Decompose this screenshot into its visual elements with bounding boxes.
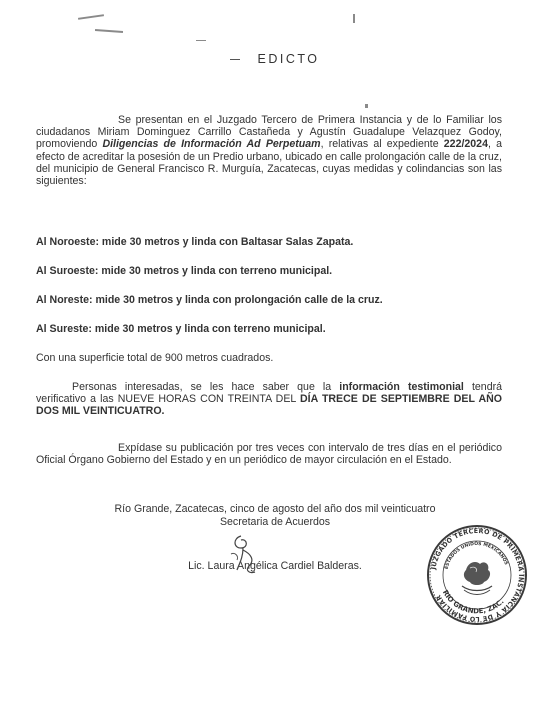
boundary-northeast: Al Noreste: mide 30 metros y linda con prolongación calle de la cruz. [36,294,383,306]
surface-statement: Con una superficie total de 900 metros cuadrados. [36,352,274,364]
boundary-southeast: Al Sureste: mide 30 metros y linda con terreno municipal. [36,323,326,335]
scan-mark [353,14,355,23]
signer-role: Secretaria de Acuerdos [219,516,331,528]
publication-paragraph: Expídase su publicación por tres veces con intervalo de tres días en el periódico Oficial Órgano Gobierno del Estado y en un periódico de mayor circulación en el Estado. [36,442,502,467]
scan-mark [196,40,206,41]
svg-text:JUZGADO TERCERO DE PRIMERA INS: JUZGADO TERCERO DE PRIMERA INSTANCIA Y DE LO FAMILIAR [429,526,526,624]
signer-name: Lic. Laura Angélica Cardiel Balderas. [188,560,362,572]
place-date: Río Grande, Zacatecas, cinco de agosto del año dos mil veinticuatro [114,503,436,515]
handwritten-signature [213,530,273,578]
boundary-northwest: Al Noroeste: mide 30 metros y linda con Baltasar Salas Zapata. [36,236,354,248]
hearing-paragraph: Personas interesadas, se les hace saber que la información testimonial tendrá verificativo a las NUEVE HORAS CON TREINTA DEL DÍA TRECE DE SEPTIEMBRE DEL AÑO DOS MIL VEINTICUATRO. [36,381,503,418]
scan-mark [95,29,123,33]
scan-mark [78,14,104,20]
svg-text:RIO GRANDE, ZAC.: RIO GRANDE, ZAC. [440,588,506,616]
scan-mark [365,104,368,108]
boundary-southwest: Al Suroeste: mide 30 metros y linda con terreno municipal. [36,265,333,277]
title-dash [230,59,240,60]
document-title: EDICTO [0,52,549,66]
court-seal [426,524,528,626]
svg-text:ESTADOS UNIDOS MEXICANOS: ESTADOS UNIDOS MEXICANOS [444,541,509,570]
intro-paragraph: Se presentan en el Juzgado Tercero de Primera Instancia y de lo Familiar los ciudadanos Miriam Dominguez Carrillo Castañeda y Agustín Guadalupe Velazquez Godoy, promoviendo Diligencias de Información Ad Perpetuam, relativas al expediente 222/2024, a efecto de acreditar la posesión de un Predio urbano, ubicado en calle prolongación calle de la cruz, del municipio de General Francisco R. Murguía, Zacatecas, cuyas medidas y colindancias son las siguientes: [36,114,502,188]
